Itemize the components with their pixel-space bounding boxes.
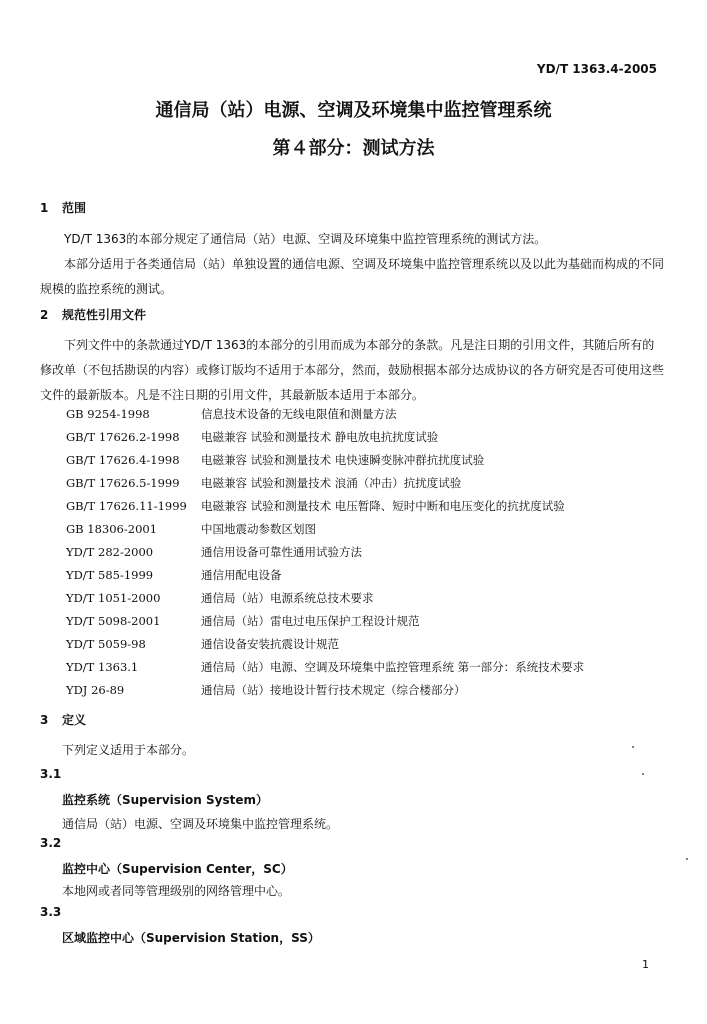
- reference-item: [66, 679, 466, 701]
- section-number: 3: [40, 713, 49, 727]
- reference-title: 通信用配电设备: [201, 568, 282, 582]
- reference-title: 通信设备安装抗震设计规范: [201, 637, 339, 651]
- reference-item: [66, 449, 484, 471]
- reference-title: 电磁兼容 试验和测量技术 电压暂降、短时中断和电压变化的抗扰度试验: [201, 499, 565, 513]
- reference-title: 中国地震动参数区划图: [201, 522, 316, 536]
- scan-speck: [642, 773, 644, 775]
- term-definition: 本地网或者同等管理级别的网络管理中心。: [62, 884, 291, 898]
- document-subtitle: 第４部分：测试方法: [272, 138, 435, 159]
- reference-item: [66, 426, 438, 448]
- reference-item: [66, 541, 362, 563]
- section-1-para-2: 本部分适用于各类通信局（站）单独设置的通信电源、空调及环境集中监控管理系统以及以此为基础而构成的不同规模的监控系统的测试。: [40, 257, 665, 296]
- clause-number: 3.3: [40, 905, 62, 919]
- reference-title: 电磁兼容 试验和测量技术 静电放电抗扰度试验: [201, 430, 439, 444]
- clause-number: 3.2: [40, 836, 62, 850]
- section-title: 范围: [62, 201, 87, 215]
- section-3-heading: [40, 711, 86, 728]
- section-2-heading: [40, 306, 146, 323]
- section-title: 定义: [62, 713, 87, 727]
- term-definition: 通信局（站）电源、空调及环境集中监控管理系统。: [62, 817, 339, 831]
- reference-title: 通信局（站）电源系统总技术要求: [201, 591, 374, 605]
- reference-item: [66, 403, 397, 425]
- reference-code: YD/T 5059-98: [66, 637, 146, 651]
- reference-item: [66, 587, 374, 609]
- scan-speck: [632, 746, 634, 748]
- reference-code: YD/T 1363.1: [66, 660, 139, 674]
- standard-code: YD/T 1363.4-2005: [536, 62, 657, 76]
- reference-code: GB/T 17626.11-1999: [66, 499, 187, 513]
- section-2-para: 下列文件中的条款通过YD/T 1363的本部分的引用而成为本部分的条款。凡是注日期的引用文件，其随后所有的修改单（不包括勘误的内容）或修订版均不适用于本部分，然而，鼓励根据本部分达成协议的各方研究是否可使用这些文件的最新版本。凡是不注日期的引用文件，其最新版本适用于本部分。: [40, 338, 665, 402]
- term-title: 监控系统（Supervision System）: [62, 793, 268, 807]
- page-number: 1: [642, 958, 649, 971]
- section-number: 1: [40, 201, 49, 215]
- reference-code: YD/T 1051-2000: [66, 591, 161, 605]
- term-title: 区域监控中心（Supervision Station，SS）: [62, 931, 320, 945]
- reference-code: GB/T 17626.4-1998: [66, 453, 180, 467]
- reference-title: 通信局（站）电源、空调及环境集中监控管理系统 第一部分：系统技术要求: [201, 660, 585, 674]
- scan-speck: [686, 858, 688, 860]
- section-number: 2: [40, 308, 49, 322]
- reference-item: [66, 656, 584, 678]
- reference-code: YD/T 282-2000: [66, 545, 154, 559]
- reference-item: [66, 472, 461, 494]
- reference-title: 电磁兼容 试验和测量技术 电快速瞬变脉冲群抗扰度试验: [201, 453, 485, 467]
- section-1-para-1: YD/T 1363的本部分规定了通信局（站）电源、空调及环境集中监控管理系统的测试方法。: [64, 232, 547, 246]
- reference-code: YD/T 5098-2001: [66, 614, 161, 628]
- reference-item: [66, 633, 339, 655]
- section-title: 规范性引用文件: [62, 308, 147, 322]
- reference-item: [66, 564, 282, 586]
- reference-title: 通信局（站）雷电过电压保护工程设计规范: [201, 614, 420, 628]
- reference-item: [66, 495, 565, 517]
- term-title: 监控中心（Supervision Center，SC）: [62, 862, 293, 876]
- reference-code: GB/T 17626.2-1998: [66, 430, 180, 444]
- reference-title: 通信局（站）接地设计暂行技术规定（综合楼部分）: [201, 683, 466, 697]
- section-1-heading: [40, 199, 86, 216]
- reference-code: GB 18306-2001: [66, 522, 158, 536]
- document-title: 通信局（站）电源、空调及环境集中监控管理系统: [155, 100, 552, 121]
- section-3-intro: 下列定义适用于本部分。: [62, 743, 195, 757]
- reference-title: 信息技术设备的无线电限值和测量方法: [201, 407, 397, 421]
- reference-item: [66, 610, 420, 632]
- reference-code: GB/T 17626.5-1999: [66, 476, 180, 490]
- reference-code: YD/T 585-1999: [66, 568, 154, 582]
- reference-title: 电磁兼容 试验和测量技术 浪涌（冲击）抗扰度试验: [201, 476, 462, 490]
- reference-code: GB 9254-1998: [66, 407, 150, 421]
- reference-title: 通信用设备可靠性通用试验方法: [201, 545, 362, 559]
- clause-number: 3.1: [40, 767, 62, 781]
- reference-code: YDJ 26-89: [66, 683, 125, 697]
- reference-item: [66, 518, 316, 540]
